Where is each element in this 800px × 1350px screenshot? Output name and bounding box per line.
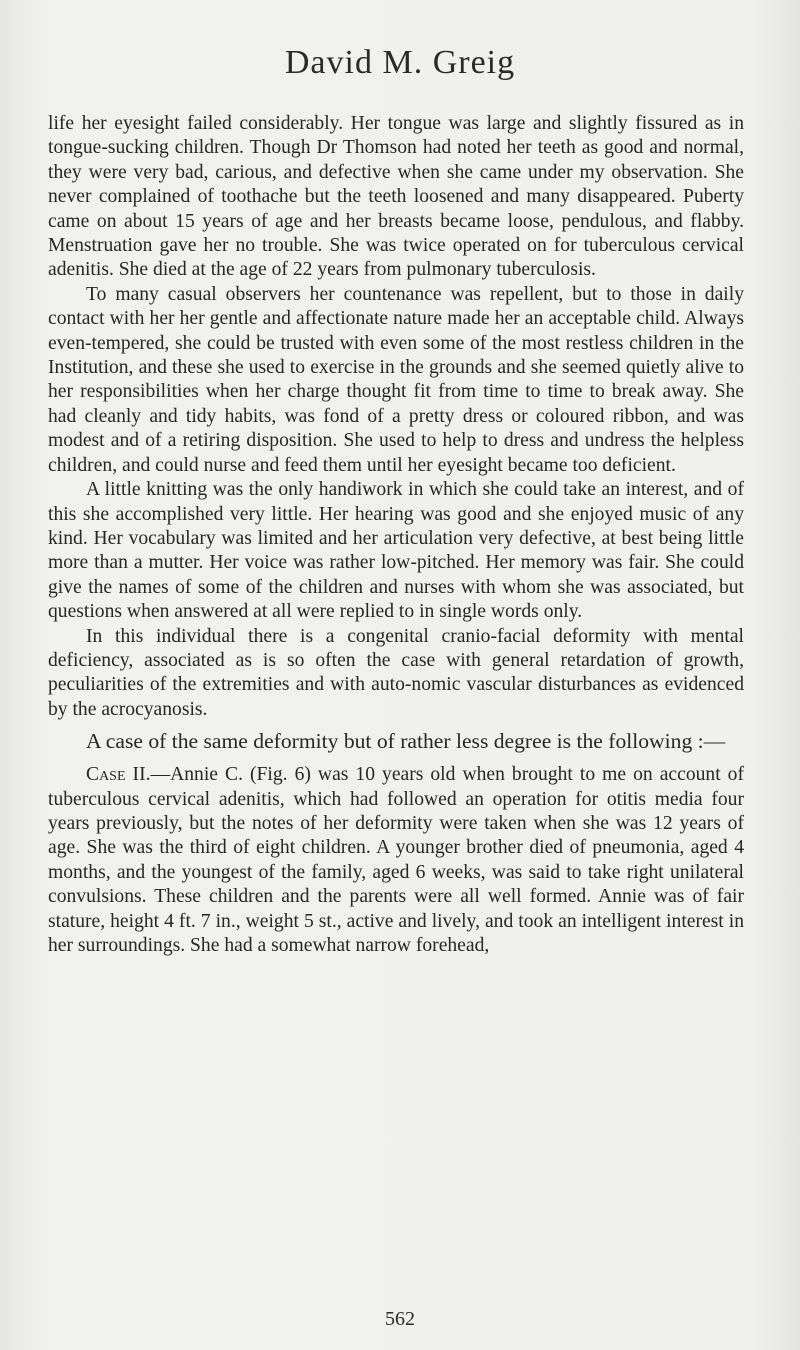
paragraph-summary: In this individual there is a congenital cranio-facial deformity with mental deficiency, associated as is so often the case with general retardation of growth, peculiarities of the extremities and with auto-nomic vascular disturbances as evidenced by the acrocyanosis.	[48, 625, 744, 720]
case-label: Case II.	[86, 764, 151, 786]
paragraph-temperament: To many casual observers her countenance was repellent, but to those in daily contact with her her gentle and affectionate nature made her an acceptable child. Always even-tempered, she could be trusted with even some of the most restless children in the Institution, and these she used to exercise in the grounds and she seemed quietly alive to her responsibilities when her charge thought fit from time to time to break away. She had cleanly and tidy habits, was fond of a pretty dress or coloured ribbon, and was modest and of a retiring disposition. She used to help to dress and undress the helpless children, and could nurse and feed them until her eyesight became too deficient.	[48, 283, 744, 476]
paragraph-case-two	[48, 763, 744, 958]
paragraph-continued: life her eyesight failed considerably. Her tongue was large and slightly fissured as in tongue-sucking children. Though Dr Thomson had noted her teeth as good and normal, they were very bad, carious, and defective when she came under my observation. She never complained of toothache but the teeth loosened and many disappeared. Puberty came on about 15 years of age and her breasts became loose, pendulous, and flabby. Menstruation gave her no trouble. She was twice operated on for tuberculous cervical adenitis. She died at the age of 22 years from pulmonary tuberculosis.	[48, 113, 744, 281]
running-head: David M. Greig	[284, 44, 516, 81]
paragraph-transition: A case of the same deformity but of rather less degree is the following :—	[86, 729, 726, 754]
paragraph-abilities: A little knitting was the only handiwork in which she could take an interest, and of this she accomplished very little. Her hearing was good and she enjoyed music of any kind. Her vocabulary was limited and her articulation very defective, at best being little more than a mutter. Her voice was rather low-pitched. Her memory was fair. She could give the names of some of the children and nurses with whom she was associated, but questions when answered at all were replied to in single words only.	[48, 479, 744, 623]
page-number: 562	[385, 1308, 415, 1330]
body-text	[48, 112, 744, 958]
case-text: —Annie C. (Fig. 6) was 10 years old when brought to me on account of tuberculous cervical adenitis, which had followed an operation for otitis media four years previously, but the notes of her deformity were taken when she was 12 years of age. She was the third of eight children. A younger brother died of pneumonia, aged 4 months, and the youngest of the family, aged 6 weeks, was said to take right unilateral convulsions. These children and the parents were all well formed. Annie was of fair stature, height 4 ft. 7 in., weight 5 st., active and lively, and took an intelligent interest in her surroundings. She had a somewhat narrow forehead,	[48, 764, 744, 956]
